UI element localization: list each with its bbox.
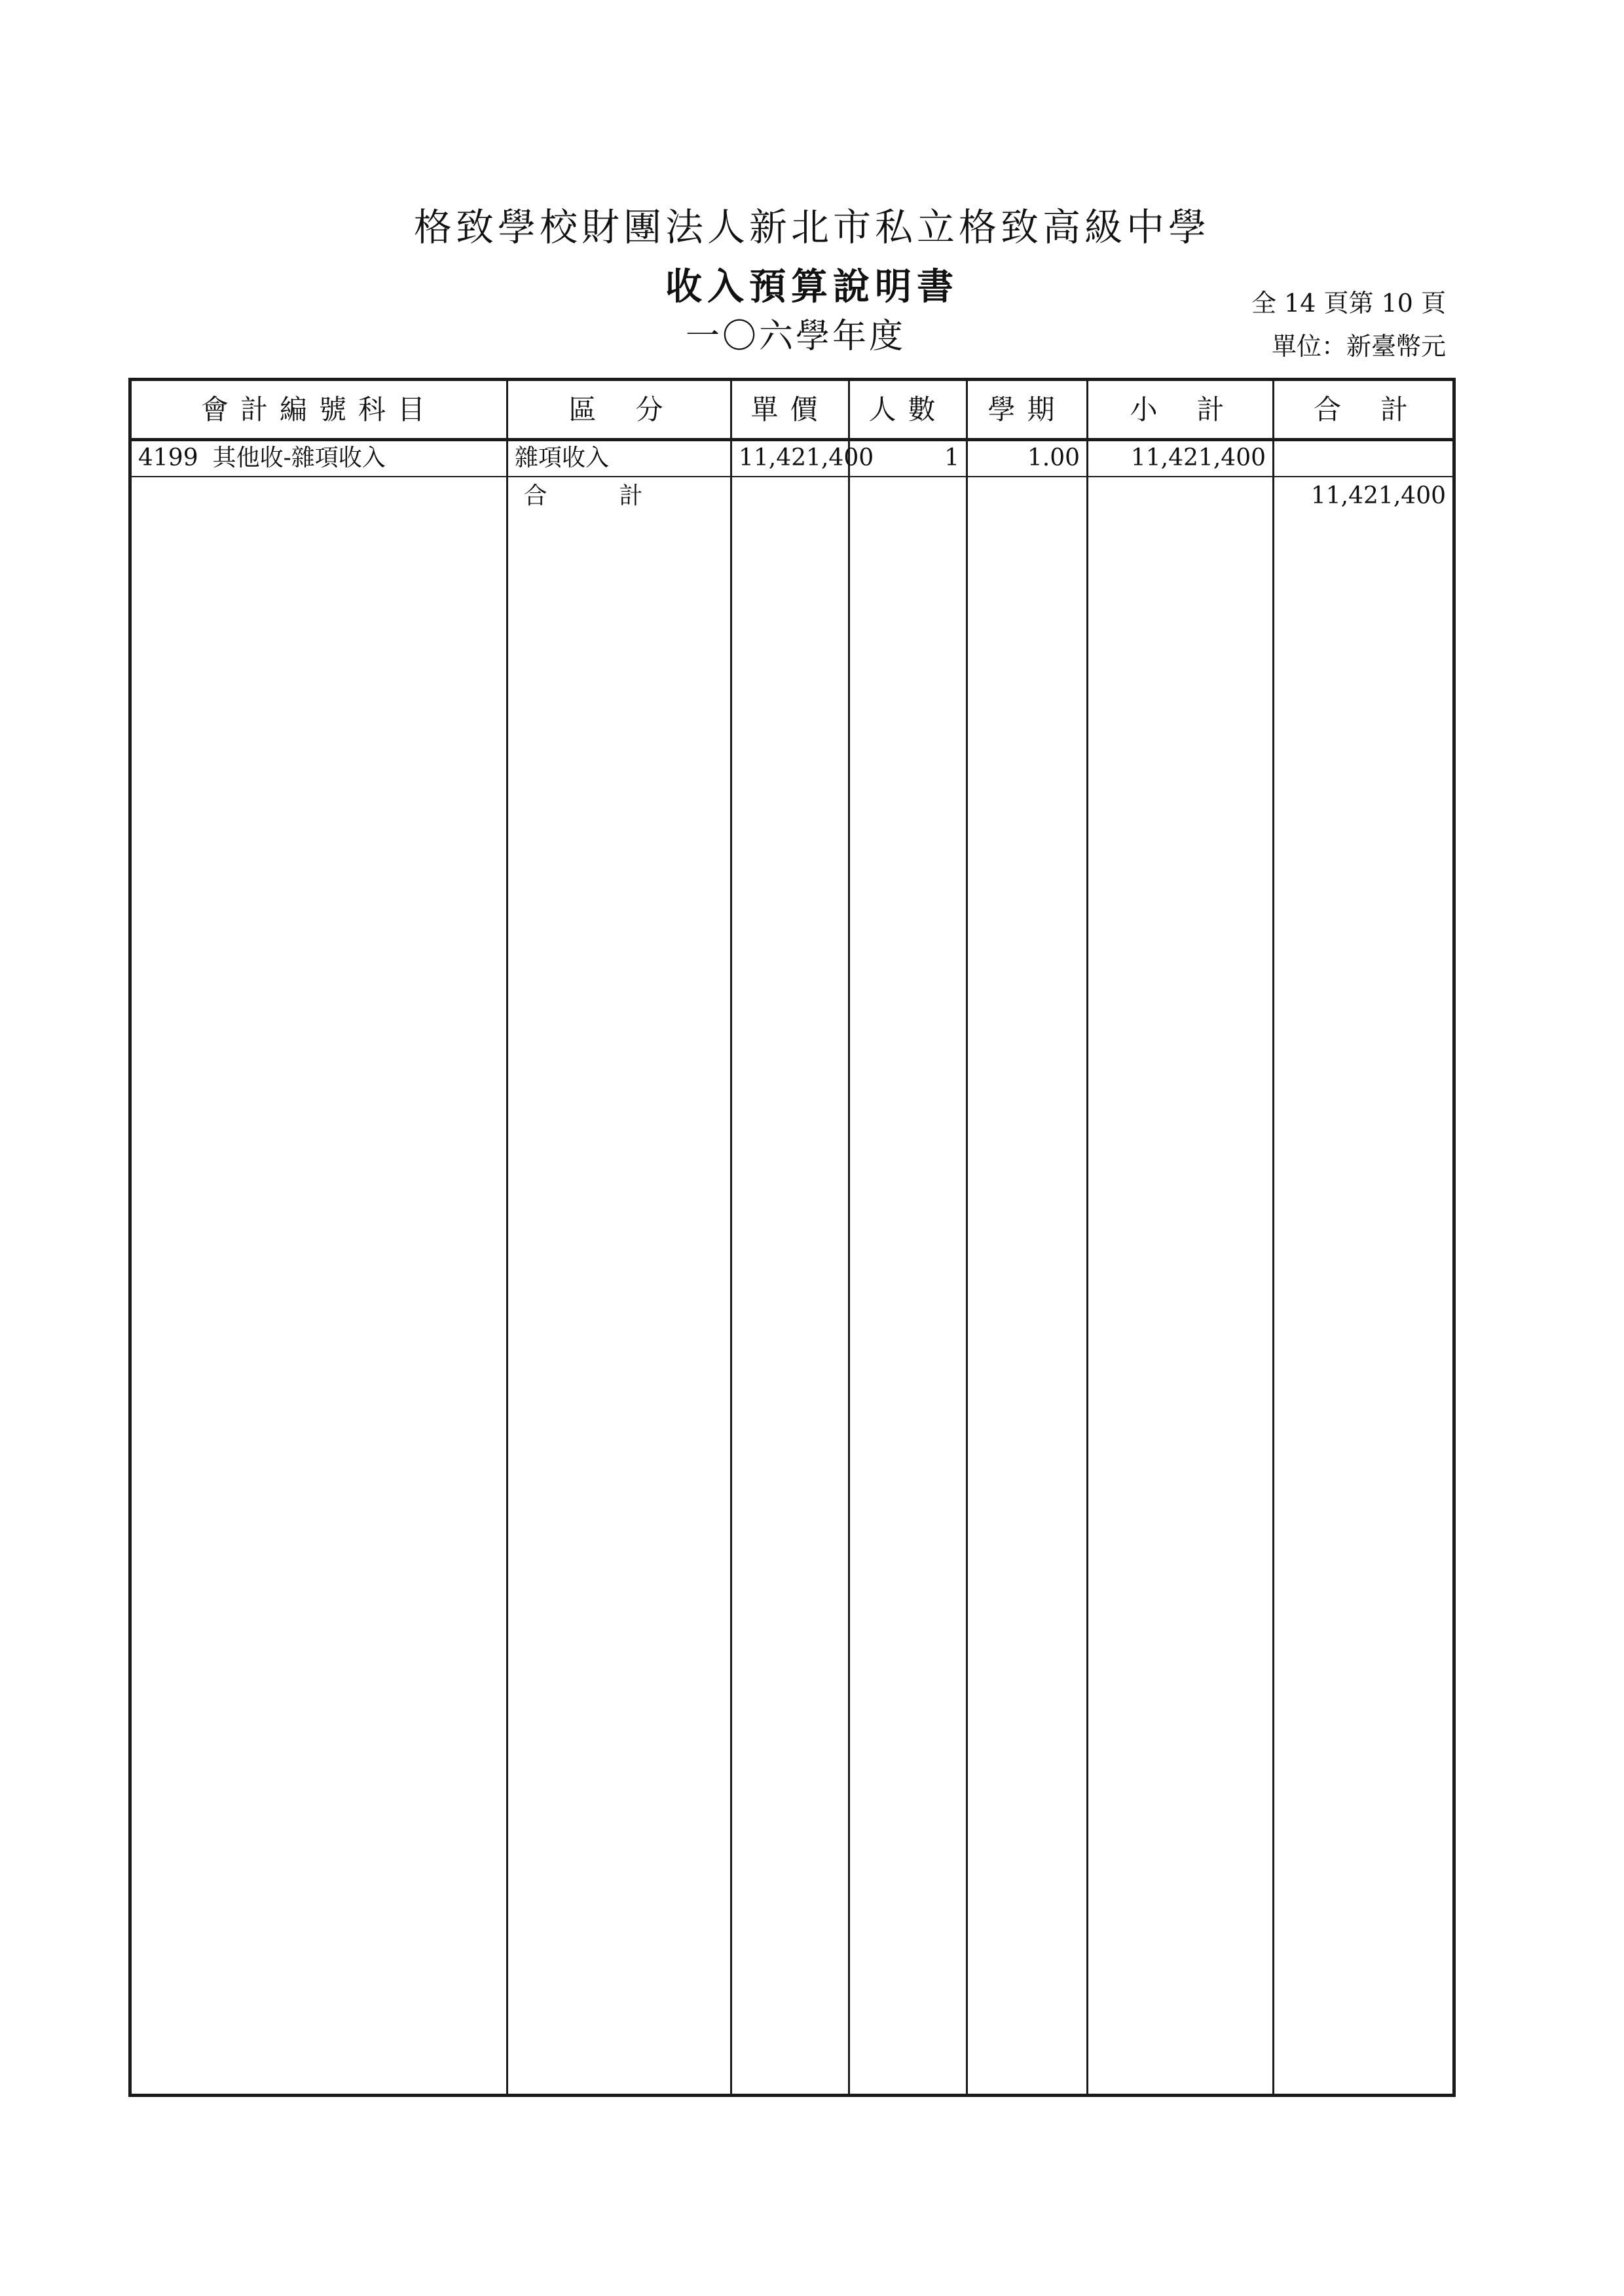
filler-cell	[1088, 516, 1274, 2096]
grand-total-value: 11,421,400	[1274, 477, 1454, 516]
total-row	[130, 477, 1454, 516]
total-row-blank-subtotal	[1088, 477, 1274, 516]
filler-cell	[731, 516, 849, 2096]
column-header-total: 合計	[1274, 380, 1454, 440]
filler-cell	[849, 516, 967, 2096]
column-header-semester: 學期	[967, 380, 1088, 440]
subtotal-cell: 11,421,400	[1088, 440, 1274, 477]
count-cell: 1	[849, 440, 967, 477]
total-row-blank-count	[849, 477, 967, 516]
page-info: 全 14 頁第 10 頁	[1251, 289, 1446, 318]
organization-title: 格致學校財團法人新北市私立格致高級中學	[413, 205, 1210, 249]
column-header-category: 區分	[507, 380, 731, 440]
total-row-blank-semester	[967, 477, 1088, 516]
total-row-blank-unit-price	[731, 477, 849, 516]
total-cell	[1274, 440, 1454, 477]
column-header-account: 會計編號科目	[130, 380, 507, 440]
column-header-count: 人數	[849, 380, 967, 440]
table-row	[130, 440, 1454, 477]
budget-table	[128, 378, 1456, 2097]
semester-cell: 1.00	[967, 440, 1088, 477]
filler-cell	[967, 516, 1088, 2096]
column-header-subtotal: 小計	[1088, 380, 1274, 440]
filler-cell	[130, 516, 507, 2096]
account-name: 其他收-雜項收入	[212, 445, 386, 472]
account-cell	[130, 440, 507, 477]
column-header-unit-price: 單價	[731, 380, 849, 440]
total-label: 合計	[507, 477, 731, 516]
unit-info: 單位：新臺幣元	[1271, 332, 1446, 361]
account-code: 4199	[138, 445, 198, 472]
filler-row	[130, 516, 1454, 2096]
fiscal-year: 一〇六學年度	[685, 317, 906, 356]
filler-cell	[507, 516, 731, 2096]
total-row-blank-account	[130, 477, 507, 516]
unit-price-cell: 11,421,400	[731, 440, 849, 477]
filler-cell	[1274, 516, 1454, 2096]
category-cell: 雜項收入	[507, 440, 731, 477]
table-header-row	[130, 380, 1454, 440]
document-title: 收入預算說明書	[665, 265, 959, 308]
